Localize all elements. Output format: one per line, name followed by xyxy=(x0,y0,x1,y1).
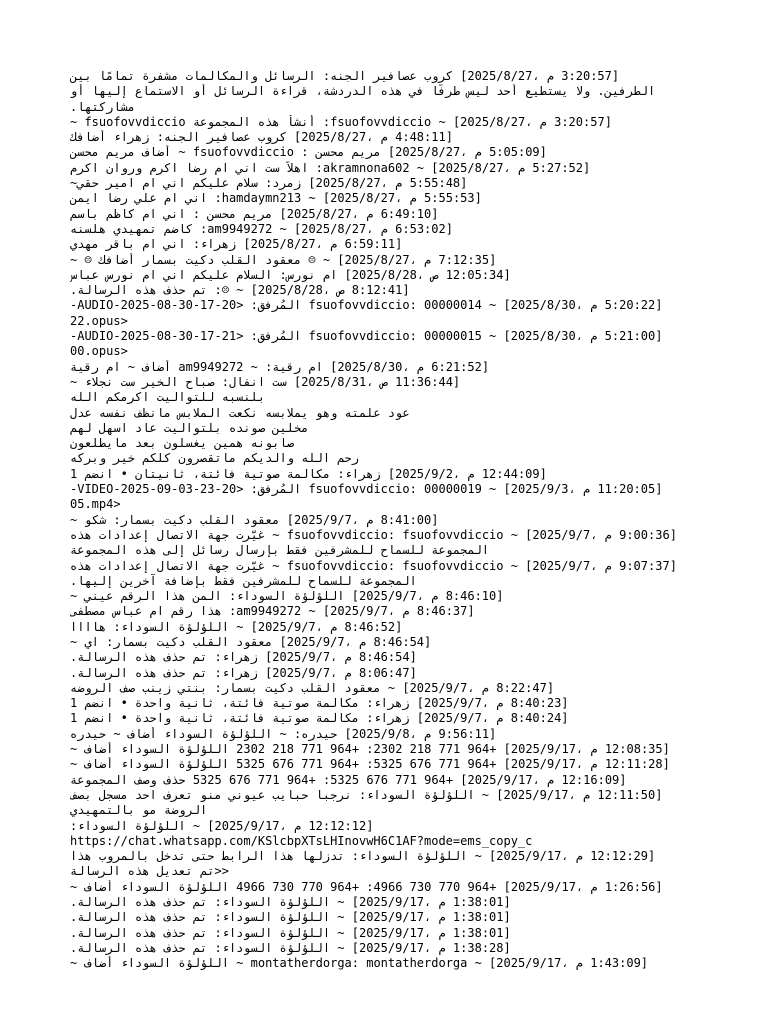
chat-line: [8:46:54 م ،2025/9/7] معقود القلب دكيت بسمار: اي ~ xyxy=(70,634,432,649)
chat-line: [1:26:56 م ،2025/9/17] +964 770 730 4966: +964 770 730 4966 اللؤلؤة السوداء أضاف ~ xyxy=(70,879,663,894)
chat-line: [8:46:54 م ،2025/9/7] زهراء: تم حذف هذه الرسالة. xyxy=(70,650,417,665)
chat-line: صابونه همين يغسلون بعد مايطلعون xyxy=(70,436,294,451)
chat-line: [3:20:57 م ،2025/8/27] ~ fsuofovvdiccio: أنشأ هذه المجموعة fsuofovvdiccio ~ xyxy=(70,114,612,129)
chat-line: [9:56:11 م ،2025/9/8] حيدره: ~ اللؤلؤة السوداء أضاف ~ حيدره xyxy=(70,726,497,741)
chat-line: https://chat.whatsapp.com/KSlcbpXTsLHInovwH6C1AF?mode=ems_copy_c xyxy=(70,833,533,848)
chat-line: [5:55:53 م ،2025/8/27] ~ hamdaymn213: اني ام علي رضا ايمن xyxy=(70,191,482,206)
chat-line: [6:59:11 م ،2025/8/27] زهراء: اني ام باقر مهدي xyxy=(70,237,403,252)
chat-line: [5:27:52 م ،2025/8/27] ~ akramnona602: اهلاً ست اني ام رضا اكرم وروان اكرم xyxy=(70,160,591,175)
chat-line: الطرفين. ولا يستطيع أحد ليس طرفًا في هذه الدردشة، قراءة الرسائل أو الاستماع إليها أو xyxy=(70,84,656,99)
chat-line: [12:11:28 م ،2025/9/17] +964 771 676 5325: +964 771 676 5325 اللؤلؤة السوداء أضاف ~ xyxy=(70,757,670,772)
chat-line: [1:38:01 م ،2025/9/17] ~ اللؤلؤة السوداء: تم حذف هذه الرسالة. xyxy=(70,895,511,910)
chat-line: [7:12:35 م ،2025/8/27] ~ ☹ معقود القلب دكيت بسمار أضافك ☹ ~ xyxy=(70,252,497,267)
chat-line: [9:07:37 م ،2025/9/7] ~ fsuofovvdiccio: fsuofovvdiccio ~ غيّرت جهة الاتصال إعدادات هذه xyxy=(70,558,677,573)
chat-line: [8:40:24 م ،2025/9/7] زهراء: مكالمة صوتية فائتة، ثانية واحدة • انضم 1 xyxy=(70,711,569,726)
chat-line: [1:43:09 م ،2025/9/17] ~ montatherdorga: montatherdorga ~ اللؤلؤة السوداء أضاف ~ xyxy=(70,956,649,971)
chat-line: [4:48:11 م ،2025/8/27] كروب عصافير الجنه: زهراء أضافك xyxy=(70,130,453,145)
chat-line: [6:53:02 م ،2025/8/27] ~ am9949272: كاضم تمهيدي هلسنه xyxy=(70,221,453,236)
chat-line: [8:41:00 م ،2025/9/7] معقود القلب دكيت بسمار: شكو ~ xyxy=(70,512,439,527)
chat-line: [12:08:35 م ،2025/9/17] +964 771 218 2302: +964 771 218 2302 اللؤلؤة السوداء أضاف ~ xyxy=(70,742,670,757)
chat-line: [8:46:10 م ،2025/9/7] اللؤلؤة السوداء: المن هذا الرقم عيني ~ xyxy=(70,589,504,604)
chat-line: [8:46:37 م ،2025/9/7] ~ am9949272: هذا رقم ام عباس مصطفى xyxy=(70,604,475,619)
chat-line: [3:20:57 م ،2025/8/27] كروب عصافير الجنه: الرسائل والمكالمات مشفرة تمامًا بين xyxy=(70,69,620,83)
chat-line: [11:20:05 م ،2025/9/3] ~ fsuofovvdiccio: 00000019 المُرفق: <VIDEO-2025-09-03-23-20- xyxy=(70,482,663,497)
chat-line: الروضة مو بالتمهيدي xyxy=(70,803,208,818)
chat-line: مشاركتها. xyxy=(70,99,136,114)
chat-line: [11:36:44 ص ،2025/8/31] ست انفال: صباح الخير ست نجلاء ~ xyxy=(70,374,461,389)
chat-line: [12:16:09 م ،2025/9/17] +964 771 676 5325: +964 771 676 5325 حذف وصف المجموعة xyxy=(70,772,627,787)
chat-line: [12:12:29 م ،2025/9/17] ~ اللؤلؤة السوداء: تدزلها هذا الرابط حتى تدخل بالمروب هذا xyxy=(70,849,656,864)
chat-line: [12:11:50 م ،2025/9/17] ~ اللؤلؤة السوداء: نرجبا حبايب عيوني منو تعرف احد مسجل بصف xyxy=(70,787,663,802)
chat-line: [1:38:01 م ،2025/9/17] ~ اللؤلؤة السوداء: تم حذف هذه الرسالة. xyxy=(70,925,511,940)
chat-line: بلنسبه للتواليت اكرمكم الله xyxy=(70,390,266,405)
chat-line: مخلين صونده بلتواليت عاد اسهل لهم xyxy=(70,420,309,435)
chat-log xyxy=(70,69,696,972)
chat-line: [12:05:34 ص ،2025/8/28] ام نورس: السلام عليكم اني ام نورس عباس xyxy=(70,267,511,282)
chat-line: المجموعة للسماح للمشرفين فقط بإرسال رسائل إلى هذه المجموعة xyxy=(70,543,490,558)
chat-line: [5:05:09 م ،2025/8/27] مريم محسن : fsuofovvdiccio ~ أضاف مريم محسن xyxy=(70,145,547,160)
chat-line: [1:38:01 م ،2025/9/17] ~ اللؤلؤة السوداء: تم حذف هذه الرسالة. xyxy=(70,910,511,925)
chat-line: [9:00:36 م ،2025/9/7] ~ fsuofovvdiccio: fsuofovvdiccio ~ غيّرت جهة الاتصال إعدادات هذه xyxy=(70,527,677,542)
chat-line: [8:22:47 م ،2025/9/7] ~ معقود القلب دكيت بسمار: بنتي زينب صف الروضه xyxy=(70,680,555,695)
chat-line: [8:40:23 م ،2025/9/7] زهراء: مكالمة صوتية فائتة، ثانية واحدة • انضم 1 xyxy=(70,696,569,711)
chat-line: [5:55:48 م ،2025/8/27] زمرد: سلام عليكم اني ام امير حقي~ xyxy=(70,176,468,191)
chat-line: 22.opus> xyxy=(70,313,128,328)
chat-line: عود علمته وهو يملابسه نكعت الملابس مانظف نفسه عدل xyxy=(70,405,410,420)
chat-line: المجموعة للسماح للمشرفين فقط بإضافة آخرين إليها. xyxy=(70,573,417,588)
chat-line: [6:21:52 م ،2025/8/30] ام رقية: ~ am9949272 أضاف ~ ام رقية xyxy=(70,359,490,374)
chat-line: رحم الله والديكم ماتقصرون كلكم خير وبركه xyxy=(70,451,359,466)
chat-line: [6:49:10 م ،2025/8/27] مريم محسن : اني ام كاظم باسم xyxy=(70,206,439,221)
chat-line: <<تم تعديل هذه الرسالة xyxy=(70,864,229,879)
chat-line: [12:44:09 م ،2025/9/2] زهراء: مكالمة صوتية فائتة، ثانيتان • انضم 1 xyxy=(70,466,547,481)
chat-line: [8:46:52 م ،2025/9/7] ~ اللؤلؤة السوداء: هاااا xyxy=(70,619,403,634)
chat-line: [5:20:22 م ،2025/8/30] ~ fsuofovvdiccio: 00000014 المُرفق: <AUDIO-2025-08-30-17-20- xyxy=(70,298,663,313)
chat-line: [5:21:00 م ،2025/8/30] ~ fsuofovvdiccio: 00000015 المُرفق: <AUDIO-2025-08-30-17-21- xyxy=(70,329,663,344)
chat-line: [12:12:12 م ،2025/9/17] ~ اللؤلؤة السوداء: xyxy=(70,818,374,833)
chat-line: [8:12:41 ص ،2025/8/28] ~ ☹: تم حذف هذه الرسالة. xyxy=(70,283,410,298)
chat-line: 05.mp4> xyxy=(70,497,121,512)
chat-line: 00.opus> xyxy=(70,344,128,359)
chat-line: [1:38:28 م ،2025/9/17] ~ اللؤلؤة السوداء: تم حذف هذه الرسالة. xyxy=(70,940,511,955)
chat-line: [8:06:47 م ،2025/9/7] زهراء: تم حذف هذه الرسالة. xyxy=(70,665,417,680)
